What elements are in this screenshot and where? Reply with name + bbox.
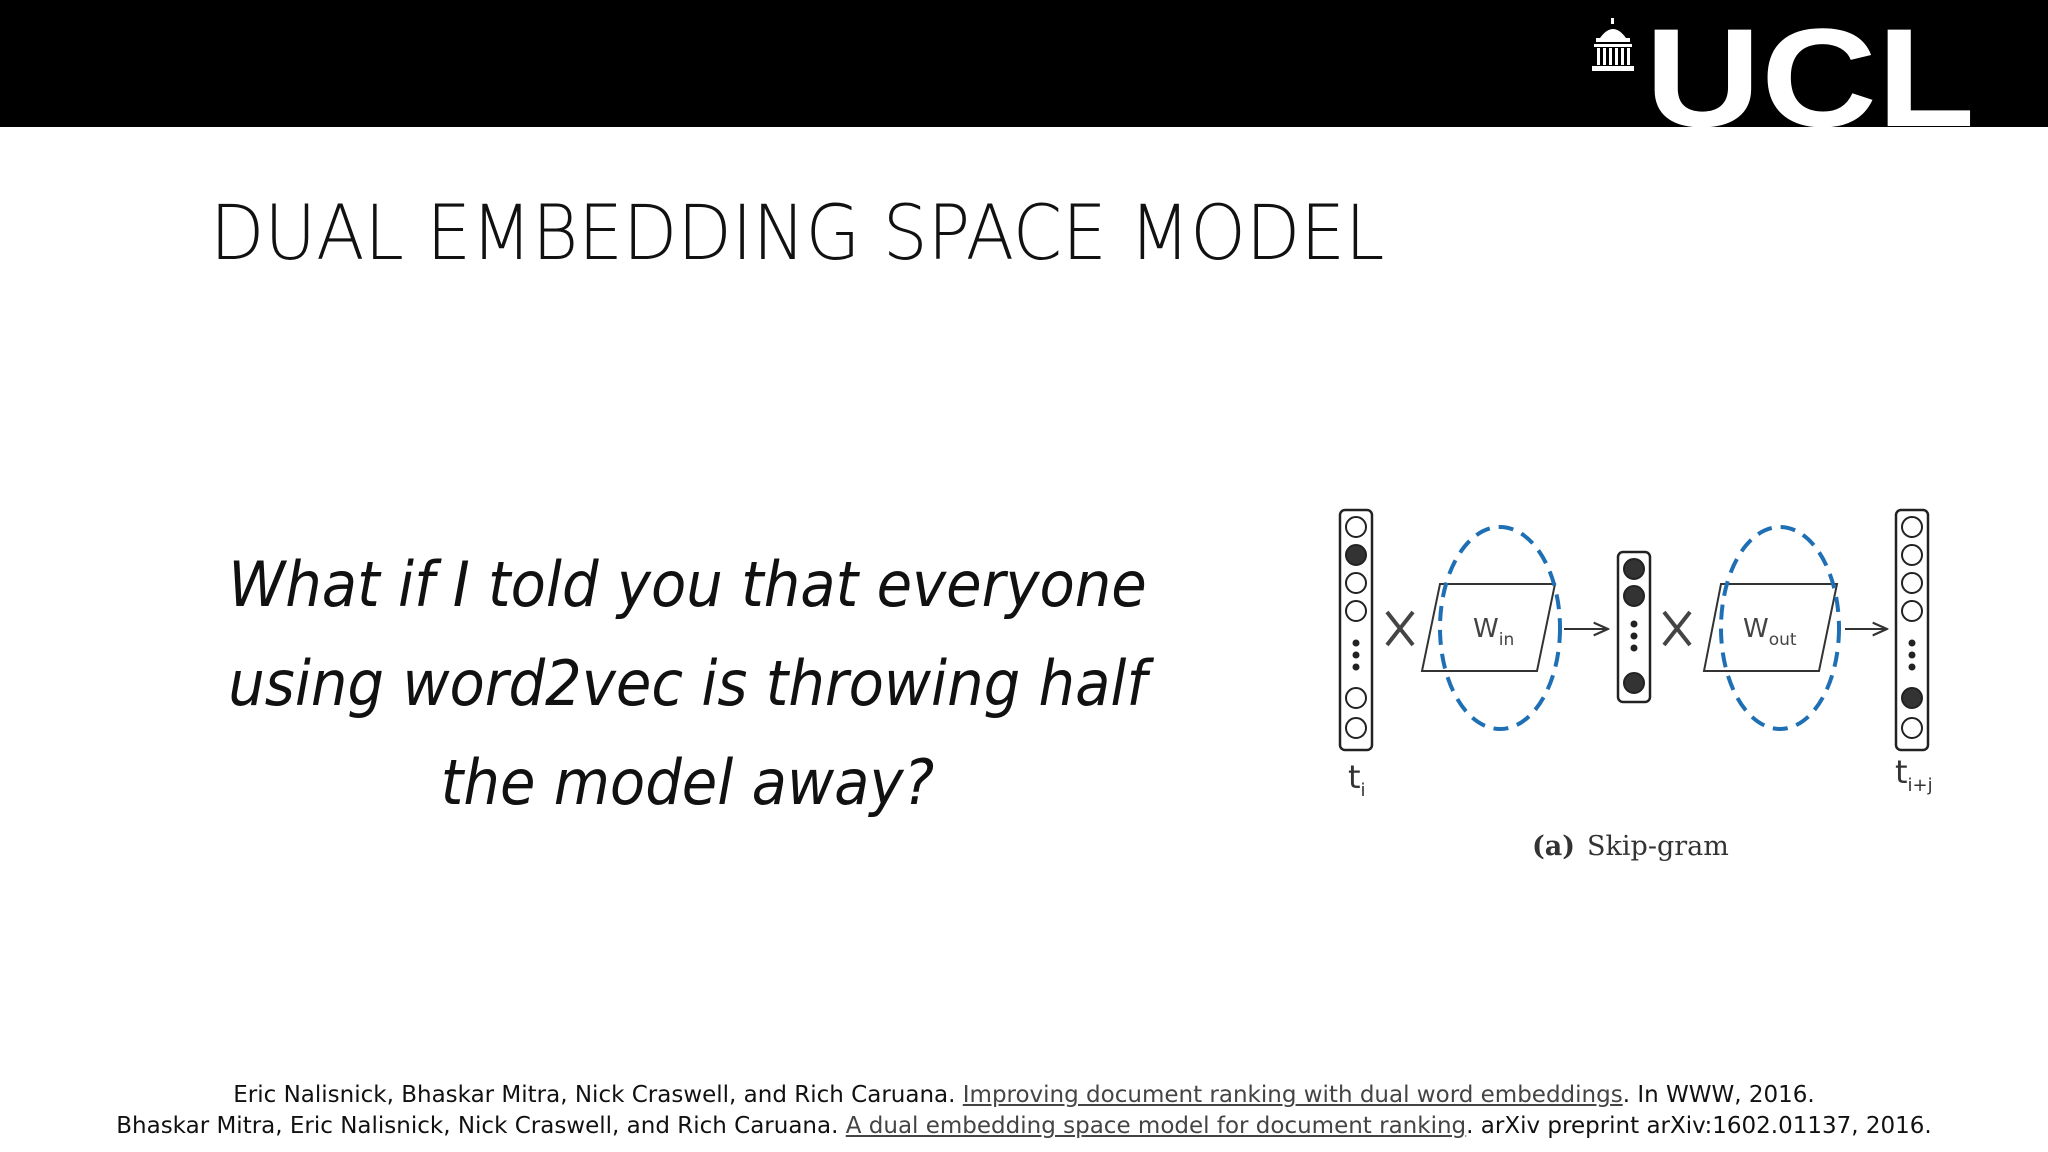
references — [0, 1080, 2048, 1142]
header-bar — [0, 0, 2048, 127]
question-line: What if I told you that everyone — [228, 548, 1147, 621]
output-label-sub: i+j — [1907, 775, 1933, 796]
w-in-sub: in — [1498, 630, 1515, 650]
w-in-label: W — [1473, 614, 1499, 644]
reference-link[interactable]: Improving document ranking with dual word embeddings — [962, 1082, 1623, 1108]
output-label: t — [1895, 753, 1908, 791]
question-line: the model away? — [440, 746, 935, 819]
input-vector — [1340, 510, 1372, 750]
w-out-label: W — [1743, 614, 1769, 644]
reference-link[interactable]: A dual embedding space model for document ranking — [845, 1113, 1467, 1139]
question-line: using word2vec is throwing half — [228, 647, 1147, 720]
svg-text:ti — [1348, 758, 1366, 801]
reference-line: Bhaskar Mitra, Eric Nalisnick, Nick Craswell, and Rich Caruana. A dual embedding space model for document ranking. arXiv preprint arXiv:1602.01137, 2016. — [116, 1113, 1932, 1139]
reference-line: Eric Nalisnick, Bhaskar Mitra, Nick Craswell, and Rich Caruana. Improving document ranking with dual word embeddings. In WWW, 2016. — [233, 1082, 1815, 1108]
page-title: DUAL EMBEDDING SPACE MODEL — [210, 188, 1385, 277]
caption-text: Skip-gram — [1587, 831, 1729, 862]
hidden-vector — [1618, 552, 1650, 702]
multiply-icon — [1664, 612, 1690, 645]
multiply-icon — [1387, 612, 1413, 645]
output-vector — [1896, 510, 1928, 750]
question-text — [216, 535, 1160, 832]
ucl-logo — [1590, 18, 1980, 127]
caption-tag: (a) — [1532, 831, 1576, 862]
w-out-matrix — [1704, 527, 1839, 729]
portico-icon — [1592, 18, 1634, 71]
input-label-sub: i — [1360, 780, 1366, 801]
svg-text:(a)Skip-gram — [1532, 831, 1729, 862]
input-label: t — [1348, 758, 1361, 796]
svg-text:ti+j — [1895, 753, 1933, 796]
w-in-matrix — [1422, 527, 1560, 729]
skip-gram-figure — [1300, 495, 1980, 875]
logo-wordmark: UCL — [1645, 18, 1975, 127]
w-out-sub: out — [1768, 630, 1797, 650]
